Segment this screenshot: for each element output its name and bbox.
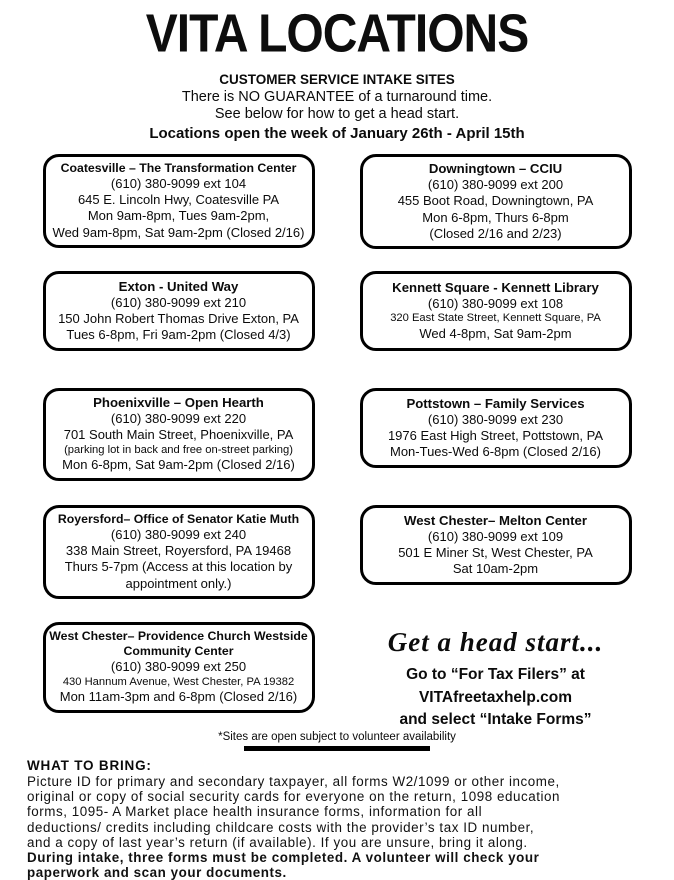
header-line: There is NO GUARANTEE of a turnaround time. xyxy=(181,88,493,105)
location-line: 645 E. Lincoln Hwy, Coatesville PA xyxy=(77,192,280,208)
location-line: 501 E Miner St, West Chester, PA xyxy=(398,545,593,561)
location-card xyxy=(360,505,632,585)
what-to-bring-line: forms, 1095- A Market place health insurance forms, information for all xyxy=(27,804,483,820)
what-to-bring-bold-line: paperwork and scan your documents. xyxy=(27,865,287,880)
location-line: 338 Main Street, Royersford, PA 19468 xyxy=(65,543,292,559)
location-line: (parking lot in back and free on-street parking) xyxy=(64,443,293,456)
head-start-website: VITAfreetaxhelp.com xyxy=(418,688,573,706)
location-line: (610) 380-9099 ext 108 xyxy=(427,296,564,312)
location-line: Mon 6-8pm, Thurs 6-8pm xyxy=(422,209,569,225)
location-name: Downingtown – CCIU xyxy=(428,161,563,176)
location-line: (610) 380-9099 ext 230 xyxy=(427,412,564,428)
location-name: Royersford– Office of Senator Katie Muth xyxy=(57,512,300,526)
head-start-heading: Get a head start... xyxy=(387,627,604,657)
location-name: West Chester– Melton Center xyxy=(404,512,587,528)
location-line: Wed 9am-8pm, Sat 9am-2pm (Closed 2/16) xyxy=(52,224,305,240)
footnote-block xyxy=(0,731,674,751)
what-to-bring-line: and a copy of last year’s return (if available). If you are unsure, bring it along. xyxy=(27,834,528,850)
location-card xyxy=(360,388,632,468)
head-start-block xyxy=(337,622,654,732)
what-to-bring-line: deductions/ credits including childcare costs with the provider’s tax ID number, xyxy=(27,819,535,835)
location-line: Mon-Tues-Wed 6-8pm (Closed 2/16) xyxy=(390,444,601,460)
footnote-text: *Sites are open subject to volunteer availability xyxy=(218,731,456,743)
location-line: (610) 380-9099 ext 220 xyxy=(110,411,247,427)
location-line: appointment only.) xyxy=(125,575,232,591)
location-line: 320 East State Street, Kennett Square, PA xyxy=(390,312,601,325)
location-line: Thurs 5-7pm (Access at this location by xyxy=(64,559,293,575)
locations-grid xyxy=(0,154,674,739)
what-to-bring-bold-line: During intake, three forms must be completed. A volunteer will check your xyxy=(27,849,540,865)
location-card xyxy=(43,622,315,713)
what-to-bring-section xyxy=(0,751,674,880)
header-block xyxy=(0,72,674,143)
location-line: (610) 380-9099 ext 109 xyxy=(427,529,564,545)
location-line: (Closed 2/16 and 2/23) xyxy=(429,225,562,241)
location-card xyxy=(43,388,315,481)
masthead xyxy=(0,0,674,146)
location-line: Mon 11am-3pm and 6-8pm (Closed 2/16) xyxy=(59,689,298,705)
header-subtitle: CUSTOMER SERVICE INTAKE SITES xyxy=(219,72,455,88)
location-line: 430 Hannum Avenue, West Chester, PA 19382 xyxy=(62,675,295,688)
location-line: (610) 380-9099 ext 240 xyxy=(110,527,247,543)
location-line: Mon 6-8pm, Sat 9am-2pm (Closed 2/16) xyxy=(62,457,295,473)
location-line: Wed 4-8pm, Sat 9am-2pm xyxy=(419,326,572,342)
location-line: Sat 10am-2pm xyxy=(452,561,539,577)
location-line: 1976 East High Street, Pottstown, PA xyxy=(387,428,604,444)
location-card xyxy=(43,154,315,248)
location-line: 455 Boot Road, Downingtown, PA xyxy=(397,193,594,209)
location-card xyxy=(360,154,632,249)
location-line: 150 John Robert Thomas Drive Exton, PA xyxy=(58,311,299,327)
location-name: Phoenixville – Open Hearth xyxy=(93,395,264,410)
head-start-line: and select “Intake Forms” xyxy=(399,711,592,729)
location-line: 701 South Main Street, Phoenixville, PA xyxy=(63,427,294,443)
location-line: Mon 9am-8pm, Tues 9am-2pm, xyxy=(87,208,270,224)
header-line: See below for how to get a head start. xyxy=(214,106,460,123)
location-name: Coatesville – The Transformation Center xyxy=(60,161,297,175)
head-start-line: Go to “For Tax Filers” at xyxy=(406,666,585,684)
location-line: (610) 380-9099 ext 250 xyxy=(110,659,247,675)
location-card xyxy=(360,271,632,351)
what-to-bring-line: Picture ID for primary and secondary taxpayer, all forms W2/1099 or other income, xyxy=(27,774,560,790)
location-name: Exton - United Way xyxy=(118,278,239,294)
location-name: West Chester– Providence Church Westside Community Center xyxy=(49,629,308,659)
location-name: Pottstown – Family Services xyxy=(406,395,585,411)
page-title: VITA LOCATIONS xyxy=(145,4,529,64)
header-line-dates: Locations open the week of January 26th - April 15th xyxy=(149,124,525,142)
location-card xyxy=(43,505,315,599)
location-card xyxy=(43,271,315,351)
what-to-bring-heading: WHAT TO BRING: xyxy=(27,758,152,773)
location-line: Tues 6-8pm, Fri 9am-2pm (Closed 4/3) xyxy=(66,327,291,343)
location-line: (610) 380-9099 ext 104 xyxy=(110,176,247,192)
location-line: (610) 380-9099 ext 210 xyxy=(110,295,247,311)
what-to-bring-line: original or copy of social security cards for everyone on the return, 1098 education xyxy=(27,789,560,805)
location-line: (610) 380-9099 ext 200 xyxy=(427,177,564,193)
location-name: Kennett Square - Kennett Library xyxy=(392,279,599,295)
